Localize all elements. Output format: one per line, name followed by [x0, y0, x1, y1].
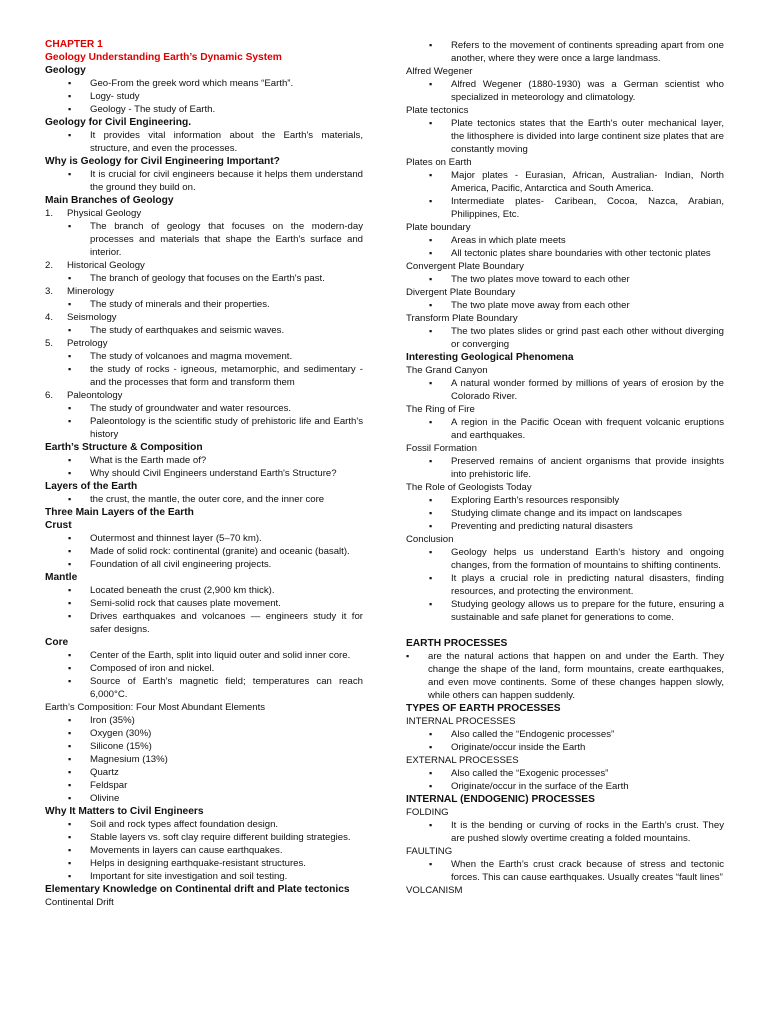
heading-internal-endogenic-processes: INTERNAL (ENDOGENIC) PROCESSES — [406, 794, 595, 805]
subheading-plate-tectonics: Plate tectonics — [406, 105, 469, 116]
heading-mantle: Mantle — [45, 572, 78, 583]
bullet-item: ▪ Major plates - Eurasian, African, Australian- Indian, North America, Pacific, Antarctica and South America. — [406, 169, 724, 195]
bullet-item: ▪ Geology helps us understand Earth’s history and ongoing changes, from the formation of mountains to shifting continents. — [406, 546, 724, 572]
bullet-item: ▪ Refers to the movement of continents spreading apart from one another, where they were once a large landmass. — [406, 39, 724, 65]
bullet-item: ▪ Oxygen (30%) — [45, 727, 363, 740]
bullet-item: ▪ What is the Earth made of? — [45, 454, 363, 467]
bullet-item: ▪ The two plates slides or grind past each other without diverging or converging — [406, 325, 724, 351]
bullet-item: ▪ Feldspar — [45, 779, 363, 792]
list-number: 5. — [45, 338, 54, 349]
bullet-item: ▪ Important for site investigation and soil testing. — [45, 870, 363, 883]
bullet-item: ▪ the study of rocks - igneous, metamorphic, and sedimentary - and the processes that form and transform them — [45, 363, 363, 389]
heading-geology-for-civil-engineering: Geology for Civil Engineering. — [45, 117, 192, 128]
bullet-item: ▪ The study of earthquakes and seismic waves. — [45, 324, 363, 337]
bullet-item: ▪ Why should Civil Engineers understand Earth's Structure? — [45, 467, 363, 480]
bullet-item: ▪ The two plates move toward to each other — [406, 273, 724, 286]
bullet-item: ▪ Paleontology is the scientific study of prehistoric life and Earth's history — [45, 415, 363, 441]
numbered-item-label: Petrology — [67, 338, 108, 349]
heading-interesting-geological-phenomena: Interesting Geological Phenomena — [406, 352, 574, 363]
numbered-item-label: Seismology — [67, 312, 117, 323]
bullet-item: ▪ Semi-solid rock that causes plate movement. — [45, 597, 363, 610]
bullet-item: ▪ Alfred Wegener (1880-1930) was a German scientist who specialized in meteorology and climatology. — [406, 78, 724, 104]
heading-main-branches-of-geology: Main Branches of Geology — [45, 195, 174, 206]
heading-why-it-matters-to-civil-engineers: Why It Matters to Civil Engineers — [45, 806, 204, 817]
subheading-alfred-wegener: Alfred Wegener — [406, 66, 473, 77]
bullet-item: ▪ Drives earthquakes and volcanoes — engineers study it for safer designs. — [45, 610, 363, 636]
bullet-item: ▪ Composed of iron and nickel. — [45, 662, 363, 675]
subheading-transform-plate-boundary: Transform Plate Boundary — [406, 313, 518, 324]
bullet-item: ▪ Preventing and predicting natural disasters — [406, 520, 724, 533]
bullet-item: ▪ All tectonic plates share boundaries with other tectonic plates — [406, 247, 724, 260]
bullet-item: ▪ The study of volcanoes and magma movement. — [45, 350, 363, 363]
bullet-item: ▪ the crust, the mantle, the outer core, and the inner core — [45, 493, 363, 506]
subheading-continental-drift: Continental Drift — [45, 897, 114, 908]
heading-three-main-layers-of-the-earth: Three Main Layers of the Earth — [45, 507, 194, 518]
bullet-item: ▪ Areas in which plate meets — [406, 234, 724, 247]
bullet-item: ▪ The study of minerals and their properties. — [45, 298, 363, 311]
list-number: 2. — [45, 260, 54, 271]
numbered-item-label: Minerology — [67, 286, 114, 297]
bullet-item: ▪ Logy- study — [45, 90, 363, 103]
subheading-volcanism: VOLCANISM — [406, 885, 463, 896]
list-number: 6. — [45, 390, 54, 401]
subheading-the-ring-of-fire: The Ring of Fire — [406, 404, 475, 415]
bullet-item: ▪ When the Earth’s crust crack because of stress and tectonic forces. This can cause earthquakes. Usually creates “fault lines” — [406, 858, 724, 884]
heading-layers-of-the-earth: Layers of the Earth — [45, 481, 138, 492]
list-number: 3. — [45, 286, 54, 297]
numbered-item — [45, 389, 363, 402]
heading-types-of-earth-processes: TYPES OF EARTH PROCESSES — [406, 703, 561, 714]
subheading-fossil-formation: Fossil Formation — [406, 443, 477, 454]
heading-earth-processes: EARTH PROCESSES — [406, 638, 508, 649]
bullet-item: ▪ It provides vital information about the Earth's materials, structure, and even the processes. — [45, 129, 363, 155]
subheading-divergent-plate-boundary: Divergent Plate Boundary — [406, 287, 516, 298]
subheading-plates-on-earth: Plates on Earth — [406, 157, 472, 168]
bullet-item: ▪ It plays a crucial role in predicting natural disasters, finding resources, and protecting the environment. — [406, 572, 724, 598]
bullet-item: ▪ Located beneath the crust (2,900 km thick). — [45, 584, 363, 597]
subheading-earth-s-composition-four-most-abundant-e: Earth’s Composition: Four Most Abundant Elements — [45, 702, 266, 713]
subheading-external-processes: EXTERNAL PROCESSES — [406, 755, 519, 766]
bullet-item: ▪ Foundation of all civil engineering projects. — [45, 558, 363, 571]
bullet-item: ▪ Studying climate change and its impact on landscapes — [406, 507, 724, 520]
bullet-item: ▪ Stable layers vs. soft clay require different building strategies. — [45, 831, 363, 844]
heading-geology: Geology — [45, 65, 86, 76]
numbered-item — [45, 285, 363, 298]
bullet-item: ▪ Silicone (15%) — [45, 740, 363, 753]
bullet-item: ▪ Studying geology allows us to prepare for the future, ensuring a sustainable and safe planet for generations to come. — [406, 598, 724, 624]
bullet-item: ▪ The branch of geology that focuses on the modern-day processes and materials that shape the Earth's surface and interior. — [45, 220, 363, 259]
bullet-item: ▪ Iron (35%) — [45, 714, 363, 727]
bullet-item: ▪ Plate tectonics states that the Earth's outer mechanical layer, the lithosphere is divided into large continent size plates that are constantly moving — [406, 117, 724, 156]
list-number: 4. — [45, 312, 54, 323]
bullet-item: ▪ Center of the Earth, split into liquid outer and solid inner core. — [45, 649, 363, 662]
left-column — [45, 38, 363, 909]
subheading-the-grand-canyon: The Grand Canyon — [406, 365, 488, 376]
subheading-faulting: FAULTING — [406, 846, 453, 857]
bullet-item: ▪ Originate/occur inside the Earth — [406, 741, 724, 754]
bullet-item: ▪ Intermediate plates- Caribean, Cocoa, Nazca, Arabian, Philippines, Etc. — [406, 195, 724, 221]
bullet-item: ▪ The branch of geology that focuses on the Earth's past. — [45, 272, 363, 285]
list-number: 1. — [45, 208, 54, 219]
subheading-plate-boundary: Plate boundary — [406, 222, 471, 233]
bullet-item: ▪ Soil and rock types affect foundation design. — [45, 818, 363, 831]
numbered-item — [45, 311, 363, 324]
subheading-the-role-of-geologists-today: The Role of Geologists Today — [406, 482, 532, 493]
right-column — [406, 39, 724, 897]
heading-geology-understanding-earth-s-dynamic-sy: Geology Understanding Earth’s Dynamic System — [45, 52, 282, 63]
numbered-item — [45, 337, 363, 350]
bullet-item: ▪ Originate/occur in the surface of the Earth — [406, 780, 724, 793]
subheading-internal-processes: INTERNAL PROCESSES — [406, 716, 516, 727]
numbered-item — [45, 259, 363, 272]
bullet-item: ▪ Exploring Earth's resources responsibly — [406, 494, 724, 507]
bullet-item: ▪ are the natural actions that happen on and under the Earth. They change the shape of the land, form mountains, create earthquakes, and even move continents. Some of these changes happen slowly, while others can happen suddenly. — [406, 650, 724, 702]
bullet-item: ▪ The study of groundwater and water resources. — [45, 402, 363, 415]
bullet-item: ▪ Source of Earth’s magnetic field; temperatures can reach 6,000°C. — [45, 675, 363, 701]
bullet-item: ▪ Geology - The study of Earth. — [45, 103, 363, 116]
heading-chapter-1: CHAPTER 1 — [45, 39, 103, 50]
bullet-item: ▪ Also called the “Exogenic processes” — [406, 767, 724, 780]
heading-why-is-geology-for-civil-engineering-imp: Why is Geology for Civil Engineering Important? — [45, 156, 280, 167]
heading-earth-s-structure-composition: Earth’s Structure & Composition — [45, 442, 203, 453]
bullet-item: ▪ Magnesium (13%) — [45, 753, 363, 766]
heading-crust: Crust — [45, 520, 72, 531]
bullet-item: ▪ Helps in designing earthquake-resistant structures. — [45, 857, 363, 870]
numbered-item — [45, 207, 363, 220]
subheading-convergent-plate-boundary: Convergent Plate Boundary — [406, 261, 524, 272]
bullet-item: ▪ Made of solid rock: continental (granite) and oceanic (basalt). — [45, 545, 363, 558]
numbered-item-label: Physical Geology — [67, 208, 142, 219]
numbered-item-label: Historical Geology — [67, 260, 145, 271]
heading-core: Core — [45, 637, 69, 648]
bullet-item: ▪ A region in the Pacific Ocean with frequent volcanic eruptions and earthquakes. — [406, 416, 724, 442]
subheading-folding: FOLDING — [406, 807, 449, 818]
bullet-item: ▪ Quartz — [45, 766, 363, 779]
bullet-item: ▪ A natural wonder formed by millions of years of erosion by the Colorado River. — [406, 377, 724, 403]
bullet-item: ▪ It is the bending or curving of rocks in the Earth’s crust. They are pushed slowly overtime creating a folded mountains. — [406, 819, 724, 845]
heading-elementary-knowledge-on-continental-drif: Elementary Knowledge on Continental drift and Plate tectonics — [45, 884, 350, 895]
bullet-item: ▪ Preserved remains of ancient organisms that provide insights into prehistoric life. — [406, 455, 724, 481]
spacer — [406, 624, 724, 637]
bullet-item: ▪ Outermost and thinnest layer (5–70 km). — [45, 532, 363, 545]
bullet-item: ▪ Also called the “Endogenic processes” — [406, 728, 724, 741]
subheading-conclusion: Conclusion — [406, 534, 454, 545]
bullet-item: ▪ Geo-From the greek word which means “Earth”. — [45, 77, 363, 90]
bullet-item: ▪ The two plate move away from each other — [406, 299, 724, 312]
numbered-item-label: Paleontology — [67, 390, 123, 401]
bullet-item: ▪ Movements in layers can cause earthquakes. — [45, 844, 363, 857]
bullet-item: ▪ It is crucial for civil engineers because it helps them understand the ground they build on. — [45, 168, 363, 194]
bullet-item: ▪ Olivine — [45, 792, 363, 805]
